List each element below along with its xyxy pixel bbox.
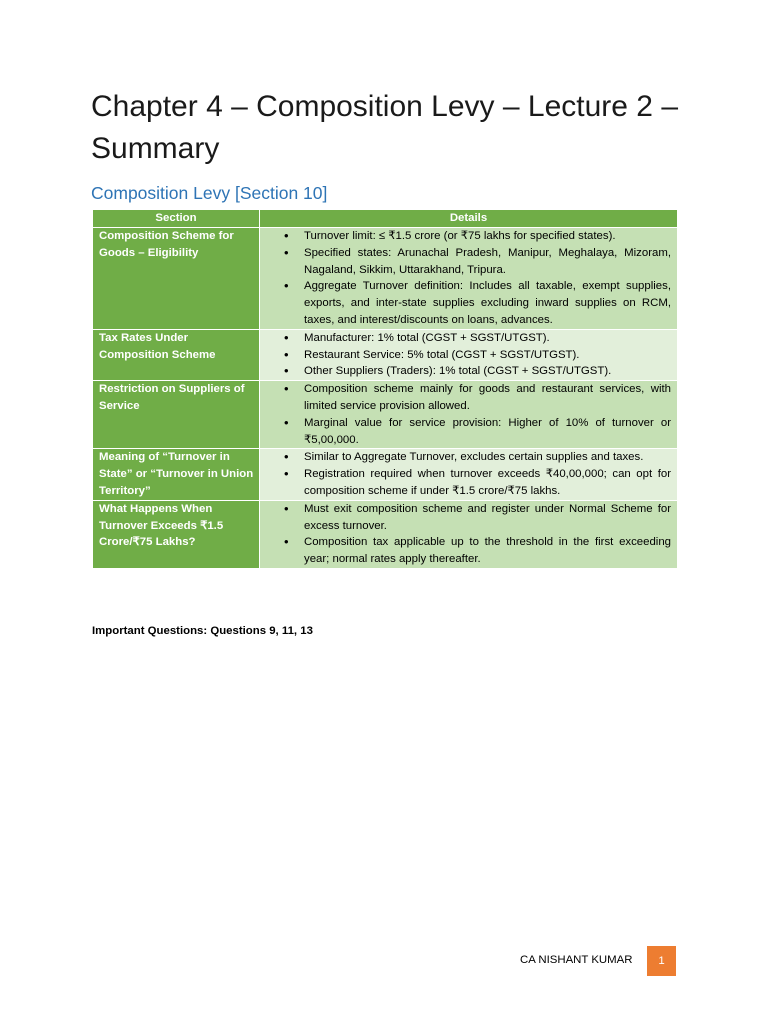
footer-author: CA NISHANT KUMAR <box>520 954 633 966</box>
detail-bullet: • Must exit composition scheme and register under Normal Scheme for excess turnover. <box>260 501 671 535</box>
table-row <box>93 329 678 380</box>
row-details <box>260 381 678 449</box>
detail-bullet: • Composition tax applicable up to the threshold in the first exceeding year; normal rates apply thereafter. <box>260 534 671 568</box>
detail-bullet: • Registration required when turnover exceeds ₹40,00,000; can opt for composition scheme if under ₹1.5 crore/₹75 lakhs. <box>260 466 671 500</box>
header-section: Section <box>93 210 260 228</box>
detail-bullet: • Restaurant Service: 5% total (CGST + SGST/UTGST). <box>260 347 671 364</box>
table-row <box>93 500 678 568</box>
table-row <box>93 381 678 449</box>
row-section-label: Meaning of “Turnover in State” or “Turnover in Union Territory” <box>93 449 260 500</box>
header-details: Details <box>260 210 678 228</box>
detail-bullet: • Similar to Aggregate Turnover, excludes certain supplies and taxes. <box>260 449 671 466</box>
row-section-label: Restriction on Suppliers of Service <box>93 381 260 449</box>
summary-table <box>92 209 678 569</box>
row-details <box>260 228 678 330</box>
section-heading: Composition Levy [Section 10] <box>91 183 328 203</box>
row-section-label: Composition Scheme for Goods – Eligibility <box>93 228 260 330</box>
detail-bullet: • Aggregate Turnover definition: Includes all taxable, exempt supplies, exports, and inter-state supplies excluding inward supplies on RCM, taxes, and interest/discounts on loans, advances. <box>260 278 671 328</box>
page-number-badge: 1 <box>647 946 676 976</box>
detail-bullet: • Marginal value for service provision: Higher of 10% of turnover or ₹5,00,000. <box>260 415 671 449</box>
table-header-row <box>93 210 678 228</box>
row-details <box>260 449 678 500</box>
page-title: Chapter 4 – Composition Levy – Lecture 2 – Summary <box>91 90 679 165</box>
detail-bullet: • Specified states: Arunachal Pradesh, Manipur, Meghalaya, Mizoram, Nagaland, Sikkim, Uttarakhand, Tripura. <box>260 245 671 279</box>
row-details <box>260 500 678 568</box>
detail-bullet: • Manufacturer: 1% total (CGST + SGST/UTGST). <box>260 330 671 347</box>
detail-bullet: • Composition scheme mainly for goods and restaurant services, with limited service provision allowed. <box>260 381 671 415</box>
row-section-label: What Happens When Turnover Exceeds ₹1.5 Crore/₹75 Lakhs? <box>93 500 260 568</box>
detail-bullet: • Other Suppliers (Traders): 1% total (CGST + SGST/UTGST). <box>260 363 671 380</box>
row-details <box>260 329 678 380</box>
important-questions: Important Questions: Questions 9, 11, 13 <box>92 625 313 637</box>
table-row <box>93 449 678 500</box>
row-section-label: Tax Rates Under Composition Scheme <box>93 329 260 380</box>
table-row <box>93 228 678 330</box>
detail-bullet: • Turnover limit: ≤ ₹1.5 crore (or ₹75 lakhs for specified states). <box>260 228 671 245</box>
